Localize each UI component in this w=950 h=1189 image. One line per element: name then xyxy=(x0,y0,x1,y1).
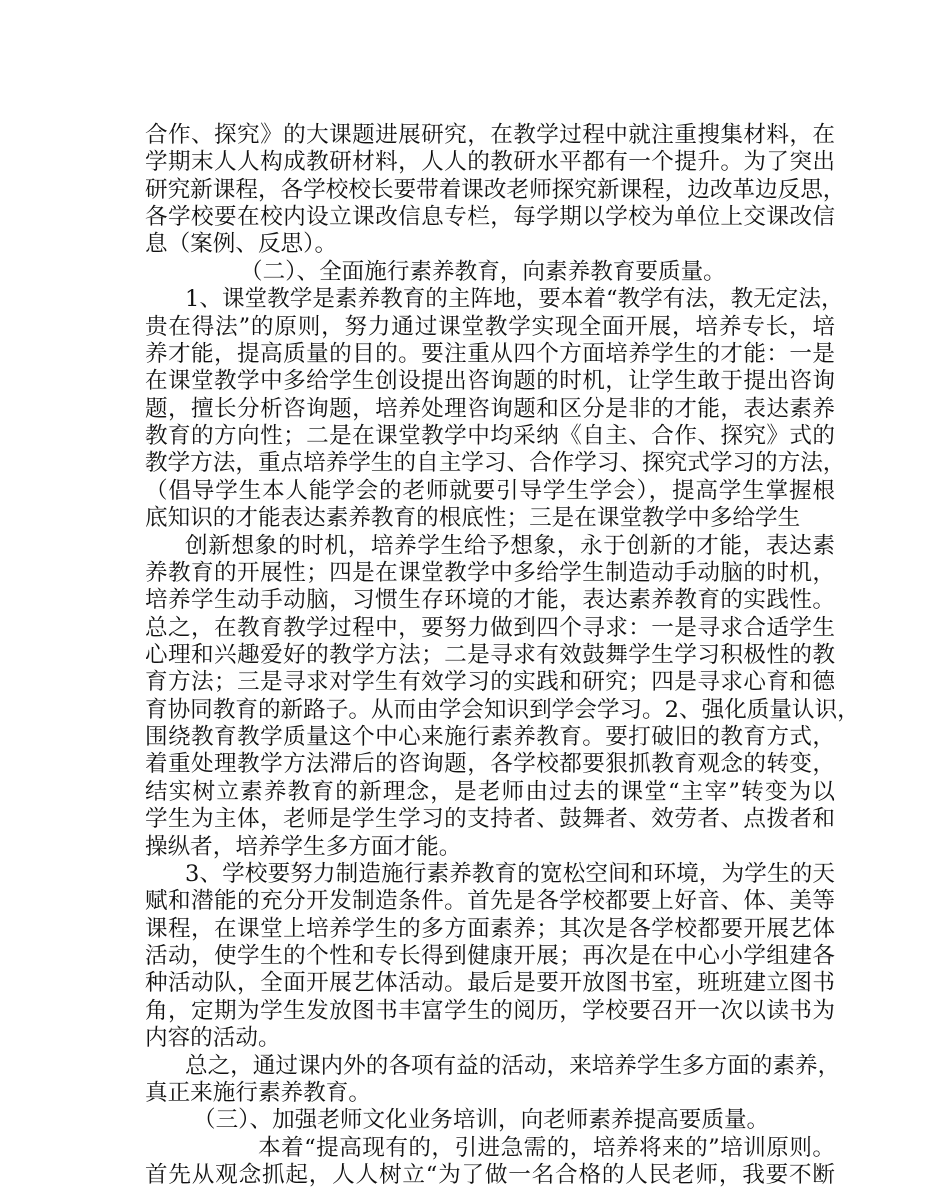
text-line: 底知识的才能表达素养教育的根底性；三是在课堂教学中多给学生 xyxy=(145,505,801,532)
text-line: 结实树立素养教育的新理念，是老师由过去的课堂“主宰”转变为以 xyxy=(145,778,835,805)
text-line: 息（案例、反思）。 xyxy=(145,231,338,258)
text-line: 种活动队，全面开展艺体活动。最后是要开放图书室，班班建立图书 xyxy=(145,970,835,997)
text-line: 本着“提高现有的，引进急需的，培养将来的”培训原则。 xyxy=(258,1134,835,1161)
text-line: 学生为主体，老师是学生学习的支持者、鼓舞者、效劳者、点拨者和 xyxy=(145,806,835,833)
text-line: 着重处理教学方法滞后的咨询题，各学校都要狠抓教育观念的转变， xyxy=(145,751,835,778)
text-line: 赋和潜能的充分开发制造条件。首先是各学校都要上好音、体、美等 xyxy=(145,888,835,915)
text-line: 3、学校要努力制造施行素养教育的宽松空间和环境，为学生的天 xyxy=(185,860,835,887)
text-line: 学期末人人构成教研材料，人人的教研水平都有一个提升。为了突出 xyxy=(145,149,835,176)
text-line: 围绕教育教学质量这个中心来施行素养教育。要打破旧的教育方式， xyxy=(145,724,835,751)
text-line: 1、课堂教学是素养教育的主阵地，要本着“教学有法，教无定法， xyxy=(185,286,844,313)
text-line: 操纵者，培养学生多方面才能。 xyxy=(145,833,462,860)
text-line: 养才能，提高质量的目的。要注重从四个方面培养学生的才能：一是 xyxy=(145,340,835,367)
text-line: 题，擅长分析咨询题，培养处理咨询题和区分是非的才能，表达素养 xyxy=(145,395,835,422)
text-line: 总之，在教育教学过程中，要努力做到四个寻求：一是寻求合适学生 xyxy=(145,614,835,641)
text-line: 育方法；三是寻求对学生有效学习的实践和研究；四是寻求心育和德 xyxy=(145,669,835,696)
text-line: 角，定期为学生发放图书丰富学生的阅历，学校要召开一次以读书为 xyxy=(145,997,835,1024)
text-line: 教育的方向性；二是在课堂教学中均采纳《自主、合作、探究》式的 xyxy=(145,423,835,450)
text-line: （倡导学生本人能学会的老师就要引导学生学会），提高学生掌握根 xyxy=(145,477,835,504)
text-line: 首先从观念抓起，人人树立“为了做一名合格的人民老师，我要不断 xyxy=(145,1162,835,1188)
text-line: 创新想象的时机，培养学生给予想象，永于创新的才能，表达素 xyxy=(185,532,835,559)
text-line: 研究新课程，各学校校长要带着课改老师探究新课程，边改革边反思， xyxy=(145,176,846,203)
text-line: 贵在得法”的原则，努力通过课堂教学实现全面开展，培养专长，培 xyxy=(145,313,835,340)
text-line: 教学方法，重点培养学生的自主学习、合作学习、探究式学习的方法， xyxy=(145,450,846,477)
text-line: 在课堂教学中多给学生创设提出咨询题的时机，让学生敢于提出咨询 xyxy=(145,368,835,395)
text-line: 养教育的开展性；四是在课堂教学中多给学生制造动手动脑的时机， xyxy=(145,559,835,586)
section-heading: （二）、全面施行素养教育，向素养教育要质量。 xyxy=(240,258,726,285)
text-line: 各学校要在校内设立课改信息专栏，每学期以学校为单位上交课改信 xyxy=(145,204,835,231)
text-line: 培养学生动手动脑，习惯生存环境的才能，表达素养教育的实践性。 xyxy=(145,587,835,614)
text-line: 课程，在课堂上培养学生的多方面素养；其次是各学校都要开展艺体 xyxy=(145,915,835,942)
text-line: 内容的活动。 xyxy=(145,1025,281,1052)
text-line: 合作、探究》的大课题进展研究，在教学过程中就注重搜集材料，在 xyxy=(145,122,835,148)
text-line: 真正来施行素养教育。 xyxy=(145,1079,371,1106)
text-line: 育协同教育的新路子。从而由学会知识到学会学习。2、强化质量认识， xyxy=(145,696,860,723)
section-heading: （三）、加强老师文化业务培训，向老师素养提高要质量。 xyxy=(193,1107,770,1134)
text-line: 活动，使学生的个性和专长得到健康开展；再次是在中心小学组建各 xyxy=(145,943,835,970)
text-line: 总之，通过课内外的各项有益的活动，来培养学生多方面的素养， xyxy=(185,1052,841,1079)
text-line: 心理和兴趣爱好的教学方法；二是寻求有效鼓舞学生学习积极性的教 xyxy=(145,642,835,668)
